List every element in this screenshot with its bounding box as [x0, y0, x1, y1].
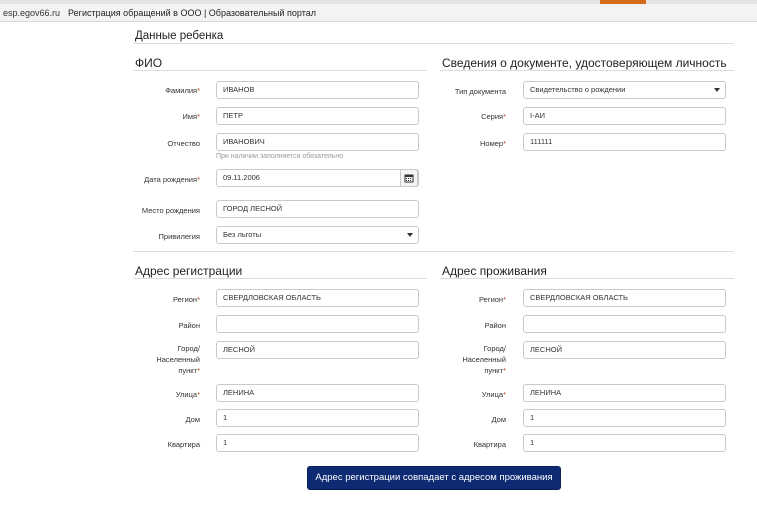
active-tab-indicator[interactable]: [600, 0, 646, 4]
doc-type-label: Тип документа: [454, 87, 506, 96]
reg-flat-label: Квартира: [167, 440, 200, 449]
same-address-button[interactable]: Адрес регистрации совпадает с адресом проживания: [307, 466, 561, 490]
privilege-label: Привилегия: [158, 232, 200, 241]
fio-divider: [133, 70, 427, 71]
birthdate-input[interactable]: 09.11.2006: [216, 169, 419, 187]
res-district-label: Район: [484, 321, 506, 330]
doc-series-input[interactable]: I-АИ: [523, 107, 726, 125]
reg-street-label: Улица*: [175, 390, 200, 399]
section-title: Данные ребенка: [135, 30, 224, 42]
chevron-down-icon: [407, 233, 413, 237]
reg-district-input[interactable]: [216, 315, 419, 333]
doc-series-label: Серия*: [481, 112, 506, 121]
document-divider: [440, 70, 734, 71]
reg-street-input[interactable]: ЛЕНИНА: [216, 384, 419, 402]
res-street-input[interactable]: ЛЕНИНА: [523, 384, 726, 402]
calendar-button[interactable]: [400, 169, 418, 187]
browser-topbar: [0, 0, 757, 22]
reg-region-input[interactable]: СВЕРДЛОВСКАЯ ОБЛАСТЬ: [216, 289, 419, 307]
birthplace-input[interactable]: ГОРОД ЛЕСНОЙ: [216, 200, 419, 218]
patronymic-input[interactable]: ИВАНОВИЧ: [216, 133, 419, 151]
page-title-text: Регистрация обращений в ООО | Образовательный портал: [68, 8, 316, 18]
res-city-label: Город/ Населенный пункт*: [462, 344, 506, 375]
reg-region-label: Регион*: [172, 295, 200, 304]
lastname-input[interactable]: ИВАНОВ: [216, 81, 419, 99]
privilege-select[interactable]: Без льготы: [216, 226, 419, 244]
reg-city-label: Город/ Населенный пункт*: [156, 344, 200, 375]
patronymic-label: Отчество: [167, 139, 200, 148]
block-divider: [133, 251, 734, 252]
res-street-label: Улица*: [481, 390, 506, 399]
res-district-input[interactable]: [523, 315, 726, 333]
reg-flat-input[interactable]: 1: [216, 434, 419, 452]
browser-address[interactable]: [3, 8, 316, 18]
res-house-label: Дом: [491, 415, 506, 424]
reg-house-input[interactable]: 1: [216, 409, 419, 427]
residence-title: Адрес проживания: [442, 264, 547, 278]
res-flat-label: Квартира: [473, 440, 506, 449]
firstname-label: Имя*: [182, 112, 200, 121]
section-divider: [133, 43, 734, 44]
res-house-input[interactable]: 1: [523, 409, 726, 427]
doc-type-select[interactable]: Свидетельство о рождении: [523, 81, 726, 99]
chevron-down-icon: [714, 88, 720, 92]
res-flat-input[interactable]: 1: [523, 434, 726, 452]
lastname-label: Фамилия*: [165, 86, 200, 95]
reg-district-label: Район: [178, 321, 200, 330]
patronymic-hint: При наличии заполняется обязательно: [216, 153, 344, 160]
residence-divider: [440, 278, 734, 279]
url-text: esp.egov66.ru: [3, 8, 61, 18]
res-region-input[interactable]: СВЕРДЛОВСКАЯ ОБЛАСТЬ: [523, 289, 726, 307]
registration-divider: [133, 278, 427, 279]
fio-title: ФИО: [135, 56, 163, 70]
registration-title: Адрес регистрации: [135, 264, 243, 278]
reg-house-label: Дом: [185, 415, 200, 424]
doc-number-label: Номер*: [479, 139, 506, 148]
document-title: Сведения о документе, удостоверяющем личность: [442, 56, 727, 70]
res-region-label: Регион*: [478, 295, 506, 304]
res-city-input[interactable]: ЛЕСНОЙ: [523, 341, 726, 359]
firstname-input[interactable]: ПЕТР: [216, 107, 419, 125]
calendar-icon: [401, 170, 417, 186]
birthdate-label: Дата рождения*: [144, 175, 200, 184]
browser-tab-strip: [0, 0, 757, 4]
doc-number-input[interactable]: 111111: [523, 133, 726, 151]
birthplace-label: Место рождения: [141, 206, 200, 215]
reg-city-input[interactable]: ЛЕСНОЙ: [216, 341, 419, 359]
